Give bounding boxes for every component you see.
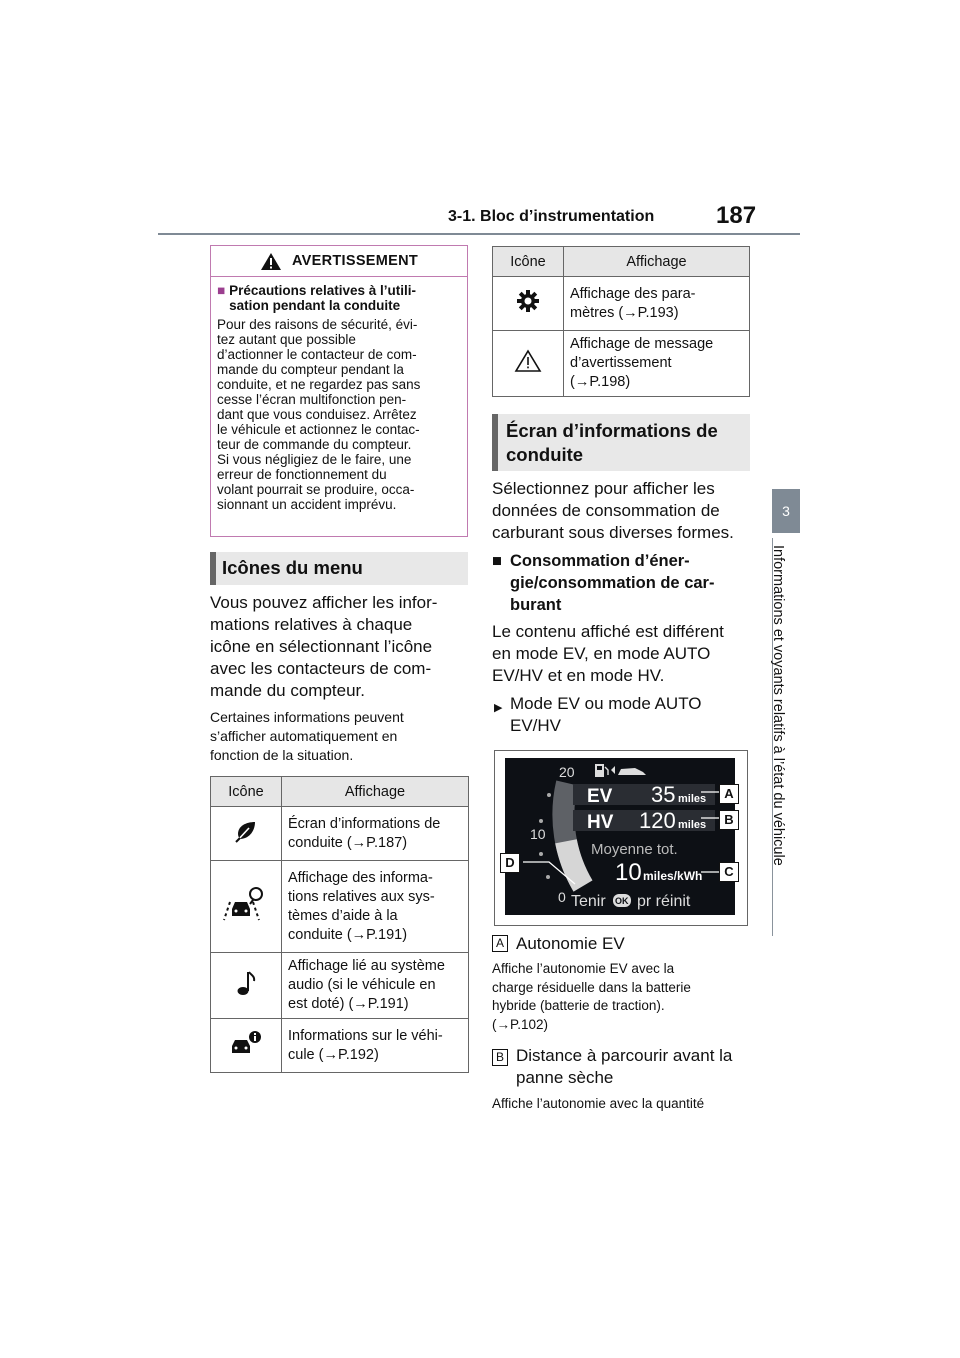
legend-b-marker: B (492, 1049, 508, 1066)
table-row: Affichage des informa- tions relatives aux sys- tèmes d’aide à la conduite (→P.191) (211, 861, 469, 953)
callout-c: C (719, 862, 739, 882)
warning-title: AVERTISSEMENT (291, 253, 419, 269)
col-icon-header: Icône (493, 247, 564, 277)
reset-right-text: pr réinit (637, 893, 691, 910)
table-row: Affichage de message d’avertissement (→P.198) (493, 331, 750, 397)
mode-bullet: ▶ Mode EV ou mode AUTO EV/HV (494, 694, 702, 735)
ev-label: EV (587, 786, 613, 807)
table-row: Affichage des para- mètres (→P.193) (493, 277, 750, 331)
driving-section-heading: Écran d’informations de conduite (492, 414, 750, 471)
menu-icons-table (210, 776, 469, 1073)
page-number: 187 (716, 202, 757, 229)
reset-left-text: Tenir (571, 893, 606, 910)
menu-section-heading: Icônes du menu (210, 552, 468, 585)
warning-subtitle (211, 277, 467, 313)
warning-body: Pour des raisons de sécurité, évi- tez autant que possible d’actionner le contacteur de com- mande du compteur pendant la conduite, et ne regardez pas sans cesse l’écran multifonction pen- dant que vous conduisez. Arrêtez le véhicule et actionnez le contac- teur de commande du compteur. Si vous négligiez de le faire, une erreur de fonctionnement du volant pourrait se produire, occa- sionnant un accident imprévu. (217, 317, 421, 512)
warning-header (211, 246, 467, 277)
chapter-tab: 3 (772, 489, 800, 533)
scale-bottom-label: 0 (558, 889, 566, 905)
legend-b-text: Affiche l’autonomie avec la quantité (492, 1096, 705, 1111)
warning-box (210, 245, 468, 537)
music-note-icon (236, 970, 256, 996)
menu-icons-table-continued (492, 246, 750, 397)
header-rule (158, 233, 800, 235)
square-bullet-icon: ■ (492, 552, 502, 570)
ok-button-label: OK (615, 896, 629, 906)
sub-heading: ■ Consommation d’éner- gie/consommation de car- burant (492, 552, 715, 614)
sub-text: Le contenu affiché est différent en mode EV, en mode AUTO EV/HV et en mode HV. (492, 622, 724, 685)
hv-unit: miles (678, 819, 707, 831)
menu-intro: Vous pouvez afficher les infor- mations relatives à chaque icône en sélectionnant l’icône avec les contacteurs de com- mande du compteur. (210, 593, 438, 700)
driving-intro: Sélectionnez pour afficher les données de consommation de carburant sous diverses formes. (492, 479, 734, 542)
vehicle-info-icon (230, 1030, 262, 1056)
col-display-header: Affichage (564, 247, 750, 277)
ev-unit: miles (678, 793, 707, 805)
warning-triangle-icon (260, 252, 282, 271)
callout-b: B (719, 810, 739, 830)
hv-value: 120 (639, 808, 676, 833)
col-icon-header: Icône (211, 777, 282, 807)
callout-a: A (719, 784, 739, 804)
legend-a-title: A Autonomie EV (492, 933, 762, 955)
square-bullet-icon: ■ (217, 283, 226, 298)
warning-subtitle-line: sation pendant la conduite (229, 298, 401, 313)
avg-unit: miles/kWh (643, 869, 703, 883)
triangle-bullet-icon: ▶ (494, 702, 503, 714)
gear-icon (516, 289, 540, 313)
section-title: 3-1. Bloc d’instrumentation (448, 208, 655, 225)
meter-screen (505, 758, 735, 915)
ev-value: 35 (651, 782, 676, 807)
callout-d: D (500, 853, 520, 873)
leaf-icon (234, 819, 258, 843)
legend-a-text: Affiche l’autonomie EV avec la charge résiduelle dans la batterie hybride (batterie de traction). (→P.102) (492, 961, 691, 1032)
scale-mid-label: 10 (530, 826, 546, 842)
driving-assist-icon (223, 886, 269, 922)
legend-a-marker: A (492, 935, 508, 952)
avg-value: 10 (615, 859, 642, 886)
table-row: Écran d’informations de conduite (→P.187) (211, 807, 469, 861)
scale-top-label: 20 (559, 764, 575, 780)
warning-triangle-icon (514, 349, 542, 373)
col-display-header: Affichage (282, 777, 469, 807)
average-label: Moyenne tot. (591, 841, 678, 858)
table-row: Informations sur le véhi- cule (→P.192) (211, 1019, 469, 1073)
menu-note: Certaines informations peuvent s’afficher automatiquement en fonction de la situation. (210, 709, 404, 763)
warning-subtitle-line: Précautions relatives à l’utili- (229, 283, 416, 298)
hv-label: HV (587, 812, 614, 833)
legend-b-title: B Distance à parcourir avant la panne sèche (492, 1045, 762, 1089)
table-row: Affichage lié au système audio (si le véhicule en est doté) (→P.191) (211, 953, 469, 1019)
